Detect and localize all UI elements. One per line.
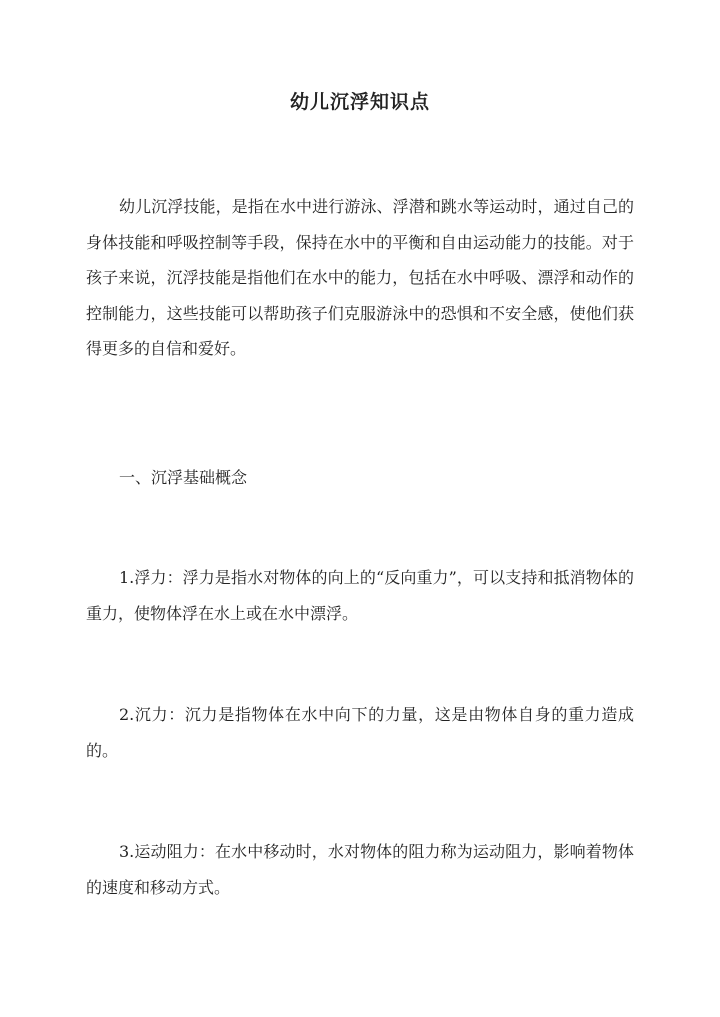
concept-item-sinking-force: 2.沉力：沉力是指物体在水中向下的力量，这是由物体自身的重力造成的。 (86, 705, 634, 760)
intro-paragraph: 幼儿沉浮技能，是指在水中进行游泳、浮潜和跳水等运动时，通过自己的身体技能和呼吸控制等手段，保持在水中的平衡和自由运动能力的技能。对于孩子来说，沉浮技能是指他们在水中的能力，包括在水中呼吸、漂浮和动作的控制能力，这些技能可以帮助孩子们克服游泳中的恐惧和不安全感，使他们获得更多的自信和爱好。 (86, 197, 634, 358)
concept-item-buoyancy: 1.浮力：浮力是指水对物体的向上的“反向重力”，可以支持和抵消物体的重力，使物体浮在水上或在水中漂浮。 (86, 568, 634, 623)
concept-item-drag: 3.运动阻力：在水中移动时，水对物体的阻力称为运动阻力，影响着物体的速度和移动方式。 (86, 842, 634, 897)
section-heading: 一、沉浮基础概念 (119, 468, 248, 487)
document-title: 幼儿沉浮知识点 (289, 91, 430, 113)
